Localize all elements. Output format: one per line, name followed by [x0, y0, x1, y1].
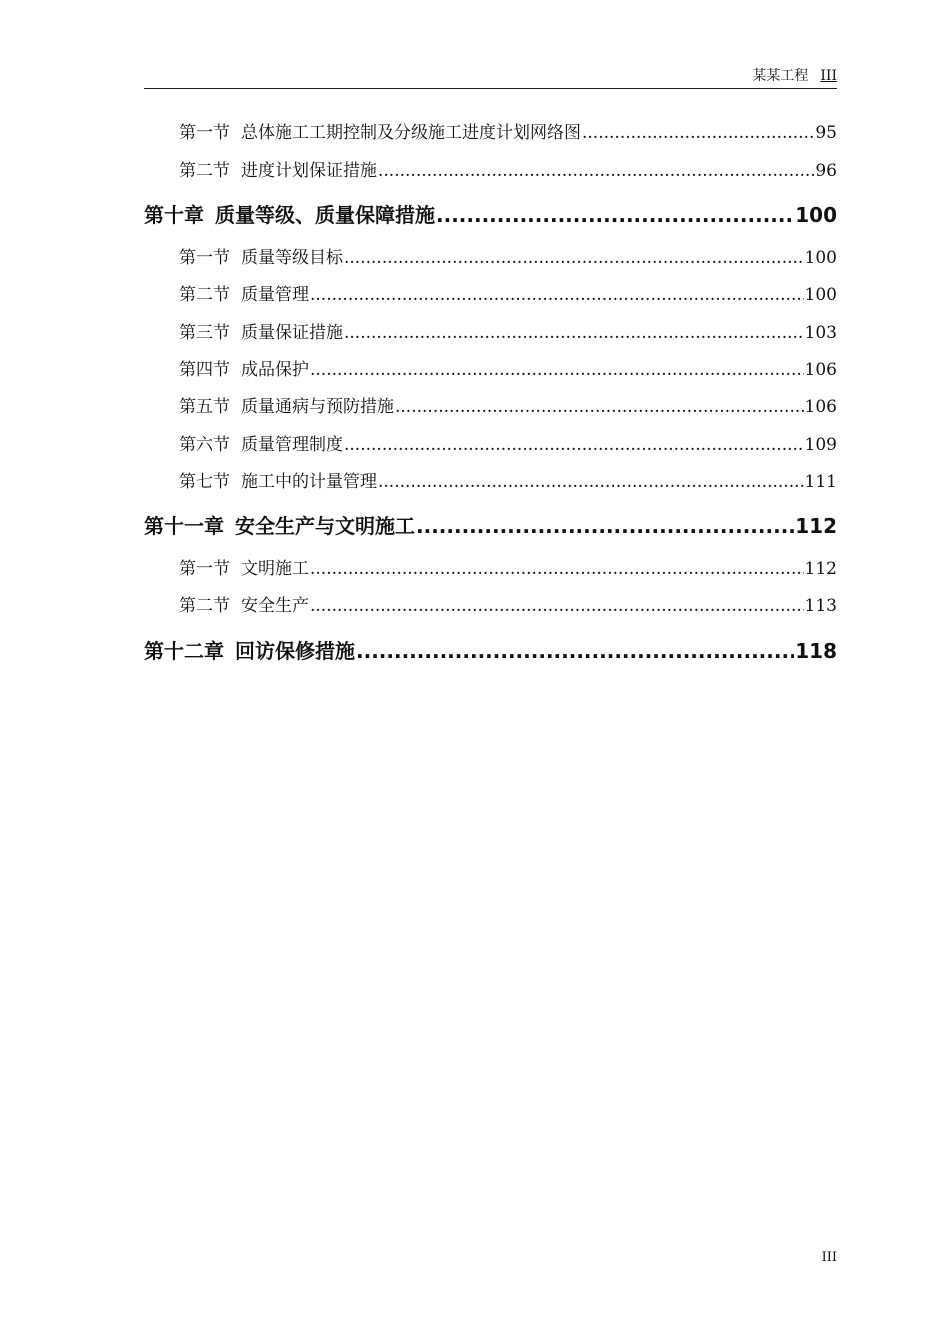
dot-leader — [310, 595, 804, 617]
toc-entry-title: 质量等级目标 — [241, 248, 343, 268]
toc-entry-page: 106 — [804, 397, 837, 417]
toc-chapter-entry[interactable] — [144, 202, 837, 228]
toc-entry-number: 第一节 — [179, 248, 230, 268]
toc-entry-title: 质量保证措施 — [241, 323, 343, 343]
toc-chapter-title: 安全生产与文明施工 — [235, 514, 415, 538]
toc-entry-number: 第一节 — [179, 123, 230, 143]
toc-entry-number: 第二节 — [179, 285, 230, 305]
dot-leader — [395, 396, 804, 418]
toc-entry-page: 95 — [815, 123, 837, 143]
toc-chapter-title: 回访保修措施 — [235, 639, 355, 663]
header-page-roman: III — [820, 68, 837, 84]
dot-leader — [344, 322, 804, 344]
toc-chapter-number: 第十二章 — [144, 639, 224, 663]
toc-entry-title: 施工中的计量管理 — [241, 472, 377, 492]
toc-entry-number: 第一节 — [179, 559, 230, 579]
toc-entry-number: 第二节 — [179, 596, 230, 616]
toc-entry-number: 第三节 — [179, 323, 230, 343]
toc-entry[interactable] — [144, 595, 837, 617]
footer-page-number: III — [821, 1250, 837, 1265]
toc-entry-title: 成品保护 — [241, 360, 309, 380]
toc-entry[interactable] — [144, 359, 837, 381]
toc-entry-title: 进度计划保证措施 — [241, 161, 377, 181]
dot-leader — [310, 558, 804, 580]
dot-leader — [378, 160, 814, 182]
toc-entry[interactable] — [144, 322, 837, 344]
page-header — [144, 64, 837, 89]
toc-chapter-title: 质量等级、质量保障措施 — [215, 203, 435, 227]
toc-chapter-page: 112 — [795, 514, 837, 538]
dot-leader — [344, 434, 804, 456]
toc-entry-page: 96 — [815, 161, 837, 181]
toc-entry-title: 文明施工 — [241, 559, 309, 579]
toc-chapter-entry[interactable] — [144, 513, 837, 539]
toc-entry-title: 质量通病与预防措施 — [241, 397, 394, 417]
header-text — [752, 68, 837, 84]
toc-entry-title: 质量管理制度 — [241, 435, 343, 455]
toc-entry-number: 第六节 — [179, 435, 230, 455]
toc-entry[interactable] — [144, 247, 837, 269]
toc-entry-title: 安全生产 — [241, 596, 309, 616]
dot-leader — [378, 471, 804, 493]
toc-entry-page: 103 — [804, 323, 837, 343]
toc-entry-title: 总体施工工期控制及分级施工进度计划网络图 — [241, 123, 581, 143]
toc-entry-number: 第五节 — [179, 397, 230, 417]
dot-leader — [582, 122, 814, 144]
dot-leader — [310, 284, 804, 306]
toc-chapter-page: 100 — [795, 203, 837, 227]
toc-entry-page: 106 — [804, 360, 837, 380]
toc-entry-page: 111 — [804, 472, 837, 492]
dot-leader — [344, 247, 804, 269]
toc-entry[interactable] — [144, 434, 837, 456]
toc-entry[interactable] — [144, 558, 837, 580]
dot-leader — [416, 513, 794, 539]
toc-entry[interactable] — [144, 122, 837, 144]
dot-leader — [356, 638, 794, 664]
toc-entry[interactable] — [144, 160, 837, 182]
toc-entry-page: 100 — [804, 285, 837, 305]
toc-entry-page: 112 — [804, 559, 837, 579]
toc-entry-page: 109 — [804, 435, 837, 455]
toc-chapter-entry[interactable] — [144, 638, 837, 664]
toc-entry[interactable] — [144, 396, 837, 418]
toc-entry-number: 第四节 — [179, 360, 230, 380]
dot-leader — [436, 202, 794, 228]
toc-entry-title: 质量管理 — [241, 285, 309, 305]
header-title: 某某工程 — [752, 68, 809, 84]
toc-chapter-page: 118 — [795, 639, 837, 663]
toc-entry[interactable] — [144, 284, 837, 306]
toc-entry-number: 第七节 — [179, 472, 230, 492]
toc-entry-page: 100 — [804, 248, 837, 268]
toc-entry-page: 113 — [804, 596, 837, 616]
toc-entry[interactable] — [144, 471, 837, 493]
dot-leader — [310, 359, 804, 381]
page-footer — [822, 1250, 837, 1265]
toc-entry-number: 第二节 — [179, 161, 230, 181]
toc-chapter-number: 第十一章 — [144, 514, 224, 538]
toc-chapter-number: 第十章 — [144, 203, 204, 227]
